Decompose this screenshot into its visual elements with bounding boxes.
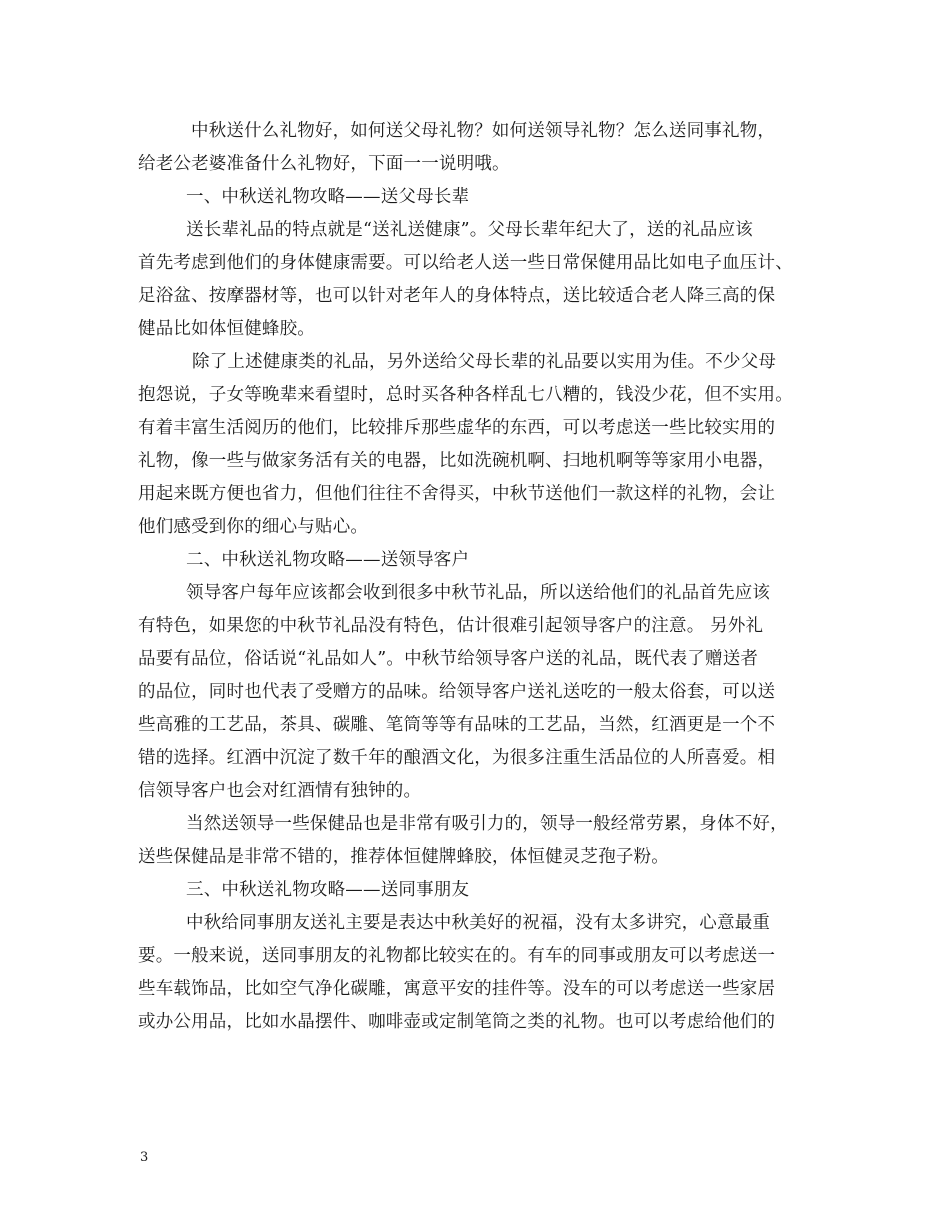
- text-line: 送些保健品是非常不错的，推荐体恒健牌蜂胶，体恒健灵芝孢子粉。: [138, 847, 669, 867]
- text-line: 中秋给同事朋友送礼主要是表达中秋美好的祝福，没有太多讲究，心意最重: [186, 913, 771, 933]
- text-line: 一、中秋送礼物攻略——送父母长辈: [186, 187, 470, 207]
- text-line: 些高雅的工艺品，茶具、碳雕、笔筒等等有品味的工艺品，当然，红酒更是一个不: [138, 715, 776, 735]
- text-line: 错的选择。红酒中沉淀了数千年的酿酒文化，为很多注重生活品位的人所喜爱。相: [138, 748, 776, 768]
- text-line: 有特色，如果您的中秋节礼品没有特色，估计很难引起领导客户的注意。 另外礼: [138, 616, 764, 636]
- text-line: 信领导客户也会对红酒情有独钟的。: [138, 781, 422, 801]
- text-line: 有着丰富生活阅历的他们，比较排斥那些虚华的东西，可以考虑送一些比较实用的: [138, 418, 776, 438]
- text-line: 健品比如体恒健蜂胶。: [138, 319, 315, 339]
- text-line: 礼物，像一些与做家务活有关的电器，比如洗碗机啊、扫地机啊等等家用小电器，: [138, 451, 776, 471]
- text-line: 二、中秋送礼物攻略——送领导客户: [186, 550, 470, 570]
- document-body: [138, 115, 828, 1039]
- text-line: 他们感受到你的细心与贴心。: [138, 517, 369, 537]
- text-line: 首先考虑到他们的身体健康需要。可以给老人送一些日常保健用品比如电子血压计、: [138, 253, 793, 273]
- text-line: 足浴盆、按摩器材等，也可以针对老年人的身体特点，送比较适合老人降三高的保: [138, 286, 776, 306]
- text-line: 的品位，同时也代表了受赠方的品味。给领导客户送礼送吃的一般太俗套，可以送: [138, 682, 776, 702]
- text-line: 领导客户每年应该都会收到很多中秋节礼品，所以送给他们的礼品首先应该: [186, 583, 771, 603]
- text-line: 要。一般来说，送同事朋友的礼物都比较实在的。有车的同事或朋友可以考虑送一: [138, 946, 776, 966]
- text-line: 当然送领导一些保健品也是非常有吸引力的，领导一般经常劳累，身体不好，: [186, 814, 788, 834]
- text-line: 三、中秋送礼物攻略——送同事朋友: [186, 880, 470, 900]
- text-line: 给老公老婆准备什么礼物好，下面一一说明哦。: [138, 154, 510, 174]
- text-line: 中秋送什么礼物好，如何送父母礼物？如何送领导礼物？怎么送同事礼物，: [191, 121, 776, 141]
- text-line: 除了上述健康类的礼品，另外送给父母长辈的礼品要以实用为佳。不少父母: [192, 352, 777, 372]
- text-line: 些车载饰品，比如空气净化碳雕，寓意平安的挂件等。没车的可以考虑送一些家居: [138, 979, 776, 999]
- text-line: 品要有品位，俗话说“礼品如人”。中秋节给领导客户送的礼品，既代表了赠送者: [138, 649, 759, 669]
- text-line: 或办公用品，比如水晶摆件、咖啡壶或定制笔筒之类的礼物。也可以考虑给他们的: [138, 1012, 776, 1032]
- page-number: 3: [140, 1150, 149, 1165]
- text-line: 抱怨说，子女等晚辈来看望时，总时买各种各样乱七八糟的，钱没少花，但不实用。: [138, 385, 793, 405]
- text-line: 送长辈礼品的特点就是“送礼送健康”。父母长辈年纪大了，送的礼品应该: [186, 220, 753, 240]
- text-line: 用起来既方便也省力，但他们往往不舍得买，中秋节送他们一款这样的礼物，会让: [138, 484, 776, 504]
